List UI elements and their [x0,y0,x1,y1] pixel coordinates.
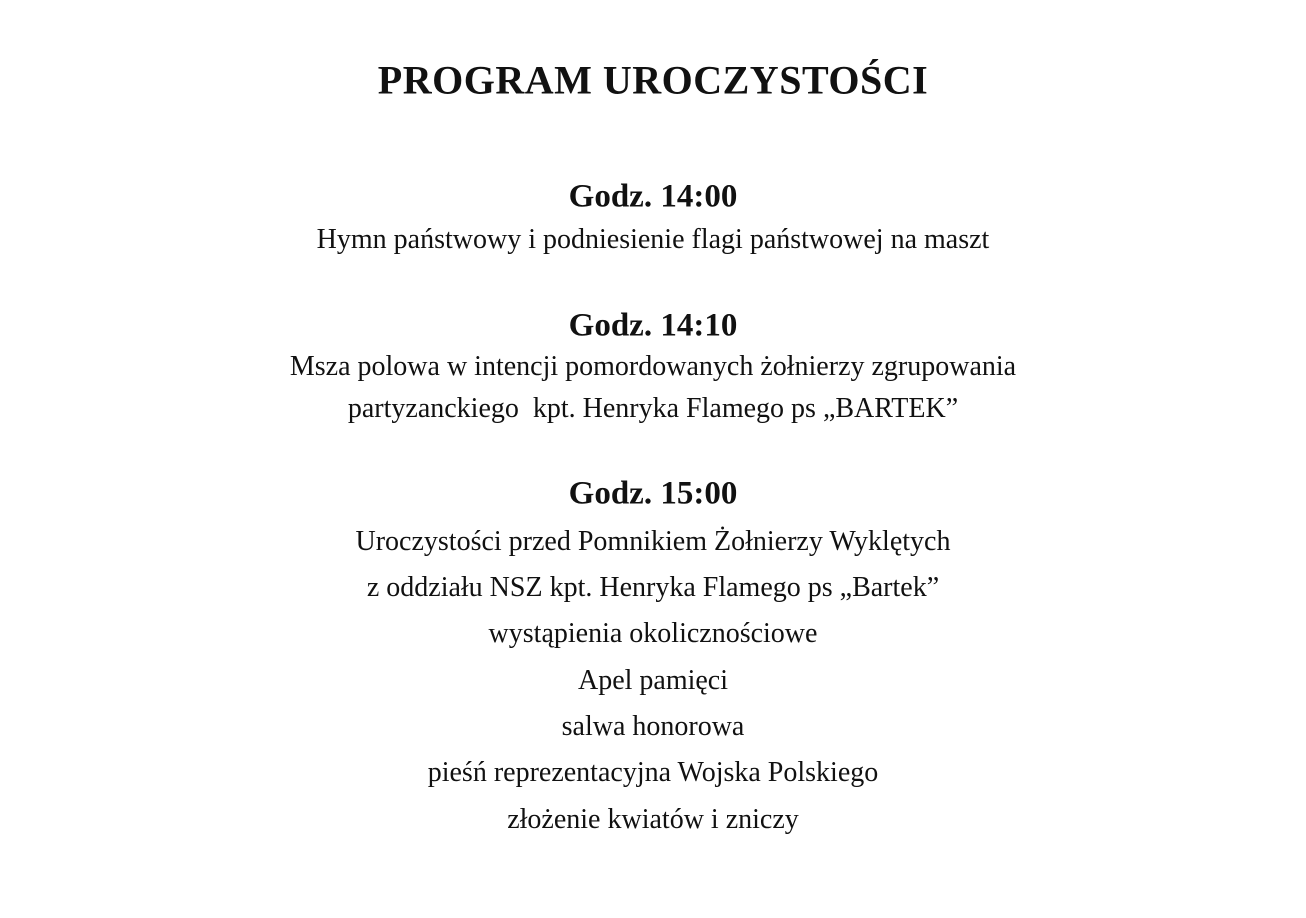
section-time: Godz. 14:10 [568,307,738,344]
section-time: Godz. 14:00 [568,178,738,215]
section-line: z oddziału NSZ kpt. Henryka Flamego ps „Bartek” [366,572,940,603]
section-line: Msza polowa w intencji pomordowanych żołnierzy zgrupowania [289,351,1017,382]
section-line: partyzanckiego kpt. Henryka Flamego ps „BARTEK” [347,393,959,424]
section-time: Godz. 15:00 [568,475,738,512]
section-line: Hymn państwowy i podniesienie flagi państwowej na maszt [316,224,990,255]
section-line: złożenie kwiatów i zniczy [507,804,799,835]
section-line: Uroczystości przed Pomnikiem Żołnierzy Wyklętych [355,526,951,557]
page-title: PROGRAM UROCZYSTOŚCI [377,57,929,103]
section-line: Apel pamięci [577,665,729,696]
section-line: pieśń reprezentacyjna Wojska Polskiego [427,757,879,788]
section-line: salwa honorowa [561,711,745,742]
section-line: wystąpienia okolicznościowe [488,618,818,649]
